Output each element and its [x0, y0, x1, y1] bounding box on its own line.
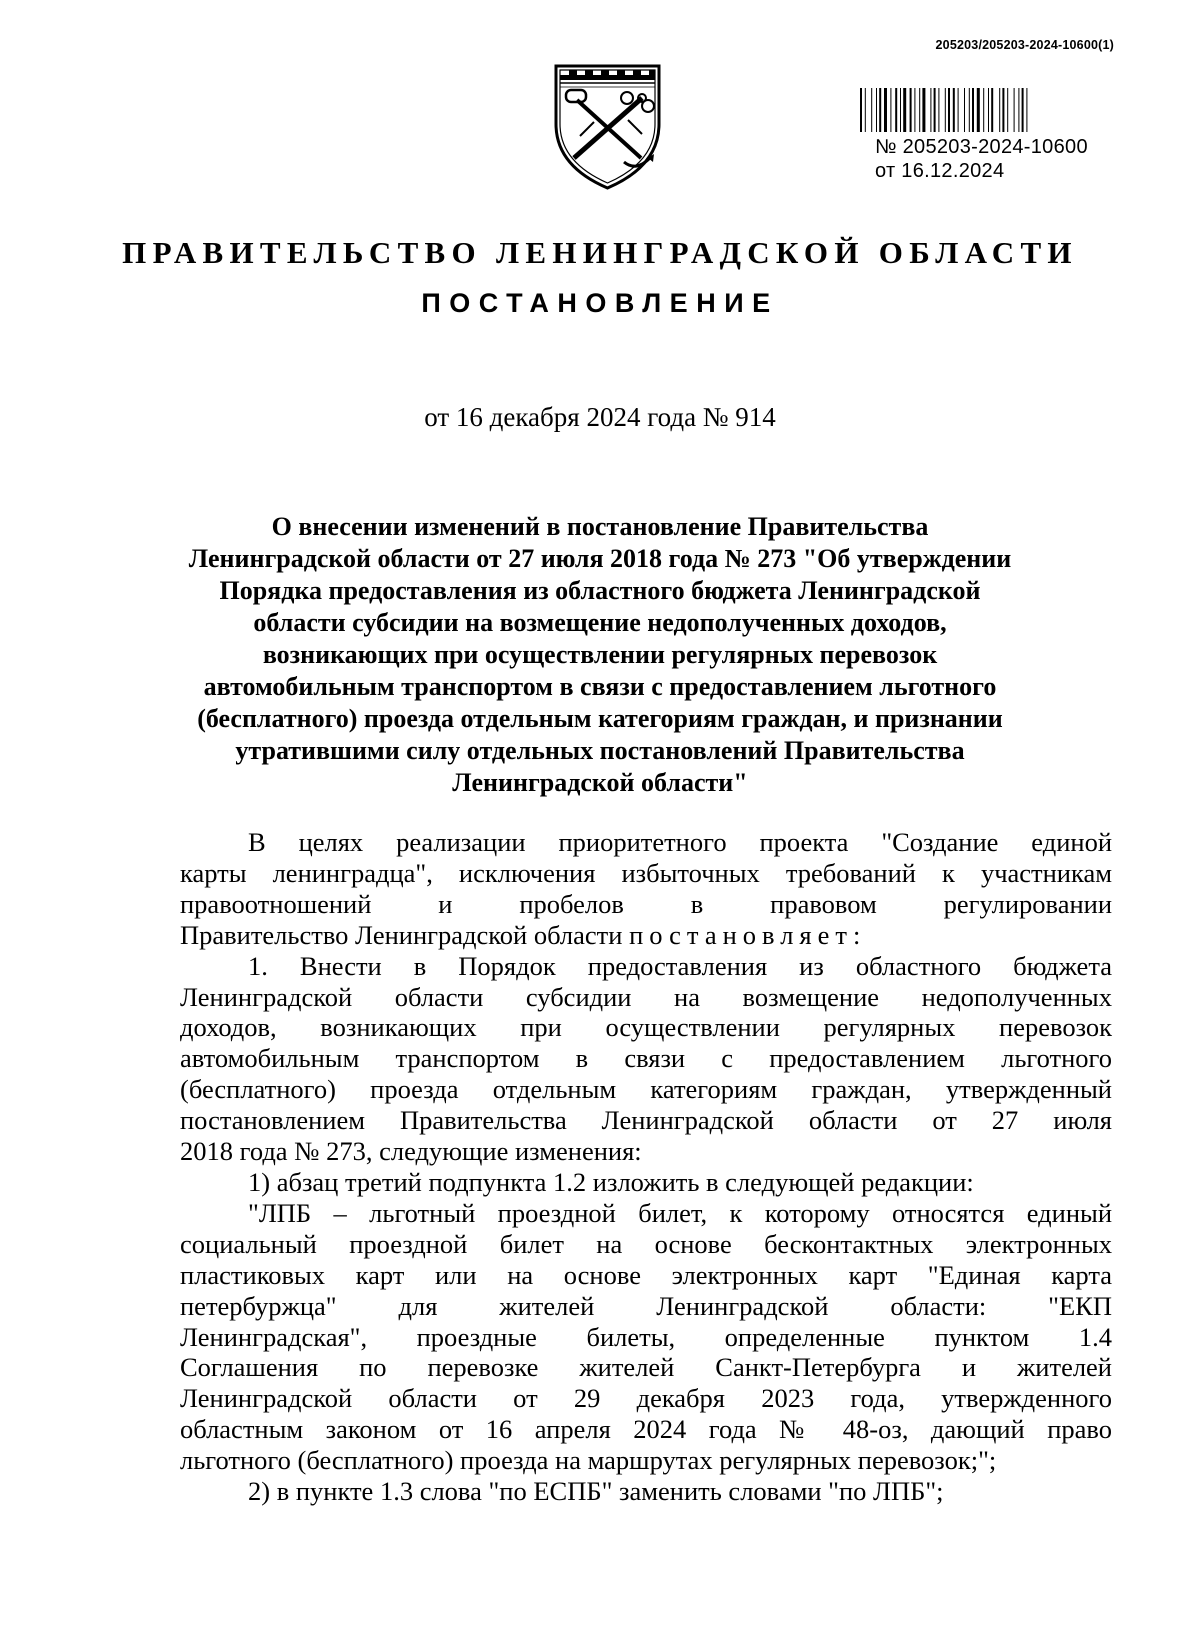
- government-title: ПРАВИТЕЛЬСТВО ЛЕНИНГРАДСКОЙ ОБЛАСТИ: [122, 235, 1078, 270]
- body-line: 2018 года № 273, следующие изменения:: [180, 1136, 642, 1167]
- barcode-icon: [860, 88, 1110, 132]
- resolution-date-number: от 16 декабря 2024 года № 914: [424, 402, 776, 432]
- body-line: постановлением Правительства Ленинградской области от 27 июля: [180, 1105, 1112, 1136]
- quote-line: Ленинградская", проездные билеты, определенные пунктом 1.4: [180, 1321, 1112, 1352]
- subject-line: Ленинградской области от 27 июля 2018 года № 273 "Об утверждении: [188, 544, 1012, 573]
- body-line: Ленинградской области субсидии на возмещение недополученных: [180, 981, 1112, 1012]
- quote-line: петербуржца" для жителей Ленинградской области: "ЕКП: [180, 1290, 1112, 1321]
- document-id: 205203/205203-2024-10600(1): [935, 38, 1114, 52]
- body-line: автомобильным транспортом в связи с предоставлением льготного: [180, 1043, 1112, 1074]
- quote-line: льготного (бесплатного) проезда на маршрутах регулярных перевозок;";: [180, 1445, 997, 1476]
- body-line: 2) в пункте 1.3 слова "по ЕСПБ" заменить словами "по ЛПБ";: [248, 1476, 944, 1507]
- body-line: В целях реализации приоритетного проекта "Создание единой: [248, 827, 1112, 857]
- quote-line: пластиковых карт или на основе электронных карт "Единая карта: [180, 1259, 1112, 1290]
- subject-line: Ленинградской области": [452, 768, 748, 797]
- resolution-subject: [170, 511, 1030, 799]
- resolves-word: постановляет:: [629, 919, 867, 950]
- quote-line: Соглашения по перевозке жителей Санкт-Петербурга и жителей: [180, 1352, 1112, 1383]
- quote-line: социальный проездной билет на основе бесконтактных электронных: [180, 1228, 1112, 1259]
- registration-date: от 16.12.2024: [875, 160, 1005, 182]
- subject-line: Порядка предоставления из областного бюджета Ленинградской: [219, 576, 981, 605]
- registration-block: [875, 135, 1088, 183]
- document-type: ПОСТАНОВЛЕНИЕ: [421, 288, 779, 318]
- body-line: доходов, возникающих при осуществлении регулярных перевозок: [180, 1012, 1112, 1043]
- body-line: 1. Внести в Порядок предоставления из областного бюджета: [248, 950, 1112, 981]
- body-line: карты ленинградца", исключения избыточных требований к участникам: [180, 857, 1112, 888]
- body-line: 1) абзац третий подпункта 1.2 изложить в следующей редакции:: [248, 1166, 974, 1197]
- intro-government-text: Правительство Ленинградской области: [180, 919, 623, 950]
- subject-line: автомобильным транспортом в связи с предоставлением льготного: [203, 672, 997, 701]
- quote-line: Ленинградской области от 29 декабря 2023 года, утвержденного: [180, 1383, 1112, 1414]
- body-line: (бесплатного) проезда отдельным категориям граждан, утвержденный: [180, 1074, 1112, 1105]
- document-body: [180, 827, 1112, 1507]
- quote-line: "ЛПБ – льготный проездной билет, к которому относятся единый: [248, 1197, 1112, 1228]
- body-line: правоотношений и пробелов в правовом регулировании: [180, 888, 1112, 919]
- subject-line: возникающих при осуществлении регулярных перевозок: [262, 640, 938, 669]
- body-line: [180, 920, 1112, 951]
- registration-number: № 205203-2024-10600: [875, 136, 1088, 158]
- leningrad-oblast-coat-of-arms-icon: [550, 58, 665, 191]
- subject-line: утратившими силу отдельных постановлений Правительства: [235, 736, 965, 765]
- quote-line: областным законом от 16 апреля 2024 года № 48-оз, дающий право: [180, 1414, 1112, 1445]
- subject-line: О внесении изменений в постановление Правительства: [271, 512, 929, 541]
- subject-line: (бесплатного) проезда отдельным категориям граждан, и признании: [197, 704, 1003, 733]
- subject-line: области субсидии на возмещение недополученных доходов,: [253, 608, 947, 637]
